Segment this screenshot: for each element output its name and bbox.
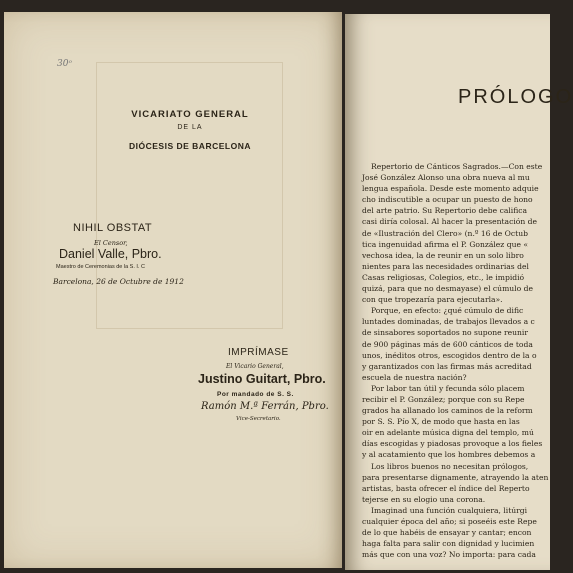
nihil-obstat-heading: NIHIL OBSTAT — [73, 222, 153, 234]
prologue-line: Por labor tan útil y fecunda sólo placem — [371, 383, 525, 393]
prologue-line: de 900 páginas más de 600 cánticos de toda — [362, 339, 533, 349]
prologue-line: más que con una voz? No importa: para cada — [362, 550, 536, 560]
prologue-line: y al acatamiento que los hombres debemos a — [362, 450, 536, 460]
prologue-line: cho indiscutible a ocupar un puesto de hono — [362, 195, 533, 205]
prologue-line: y garantizados con las firmas más acreditad — [362, 361, 532, 371]
censor-label: El Censor, — [94, 239, 128, 247]
prologue-line: tejerse en su elogio una corona. — [362, 494, 486, 504]
vicario-label: El Vicario General, — [226, 363, 284, 370]
prologue-line: luntades dominadas, de trabajos llevados a c — [362, 317, 535, 327]
faint-stamp-frame — [96, 62, 283, 329]
de-la-text: DE LA — [177, 124, 203, 131]
prologue-line: Los libros buenos no necesitan prólogos, — [371, 461, 529, 471]
prologue-body — [362, 161, 572, 560]
prologue-line: nientes para las necesidades ordinarias del — [362, 261, 529, 271]
prologue-line: José González Alonso una obra nueva al mu — [362, 173, 530, 183]
prologue-line: oir en adelante música digna del templo, mú — [362, 428, 534, 438]
secretary-title: Vice-Secretario. — [236, 416, 281, 422]
pencil-mark: 30ᵒ — [57, 59, 72, 69]
prologue-line: Porque, en efecto: ¿qué cúmulo de dific — [371, 306, 524, 316]
prologue-line: tica ingenuidad afirma el P. González que « — [362, 239, 529, 249]
censor-title: Maestro de Ceremonias de la S. I. C — [56, 264, 145, 270]
prologue-line: para presentarse dignamente, atrayendo la aten — [362, 472, 549, 482]
prologue-line: escuela de nuestra nación? — [362, 372, 467, 382]
por-mandado-text: Por mandado de S. S. — [217, 391, 294, 398]
prologue-line: con que tropezaría para ejecutarla». — [362, 295, 503, 305]
prologue-line: de «Ilustración del Clero» (n.º 16 de Octub — [362, 228, 528, 238]
imprimase-heading: IMPRÍMASE — [228, 347, 289, 358]
censor-name: Daniel Valle, Pbro. — [59, 247, 162, 261]
prologue-line: Casas religiosas, Colegios, etc., le impidió — [362, 272, 525, 282]
approval-date: Barcelona, 26 de Octubre de 1912 — [53, 277, 184, 286]
vicariato-heading: VICARIATO GENERAL — [131, 109, 249, 120]
prologue-line: cualquier época del año; si poseéis este Repe — [362, 517, 537, 526]
prologue-line: recibir el P. González; porque con su Repe — [362, 394, 525, 404]
left-page — [4, 12, 342, 568]
prologue-line: lengua española. Desde este momento adquie — [362, 184, 539, 194]
prologue-line: unos, inéditos otros, escogidos dentro de la o — [362, 350, 537, 360]
prologue-title: PRÓLOGO — [458, 86, 573, 108]
prologue-line: haga falta para salir con dignidad y lucimien — [362, 539, 535, 549]
vicario-name: Justino Guitart, Pbro. — [198, 372, 326, 386]
prologue-line: casi diría colosal. Al hacer la presentación de — [362, 217, 537, 227]
prologue-line: del arte patrio. Su Repertorio debe califica — [362, 206, 528, 216]
diocesis-heading: DIÓCESIS DE BARCELONA — [129, 141, 251, 151]
prologue-line: de lo que habéis de ensayar y cantar; encon — [362, 528, 532, 538]
prologue-line: Imaginad una función cualquiera, litúrgi — [371, 505, 528, 515]
secretary-name: Ramón M.ª Ferrán, Pbro. — [201, 401, 329, 412]
prologue-line: días escogidas y piadosas provoque a los fieles — [362, 439, 543, 449]
prologue-line: vechosa idea, la de reunir en un solo libro — [362, 250, 524, 260]
prologue-line: artistas, basta ofrecer el índice del Reperto — [362, 483, 530, 493]
prologue-line: Repertorio de Cánticos Sagrados.—Con este — [371, 162, 543, 171]
prologue-line: de sinsabores soportados no supone reunir — [362, 328, 528, 338]
prologue-line: grados ha allanado los caminos de la reform — [362, 406, 533, 416]
prologue-line: quizá, para que no desmayase) el cúmulo de — [362, 284, 533, 294]
prologue-line: por S. S. Pío X, de modo que hasta en las — [362, 417, 520, 427]
